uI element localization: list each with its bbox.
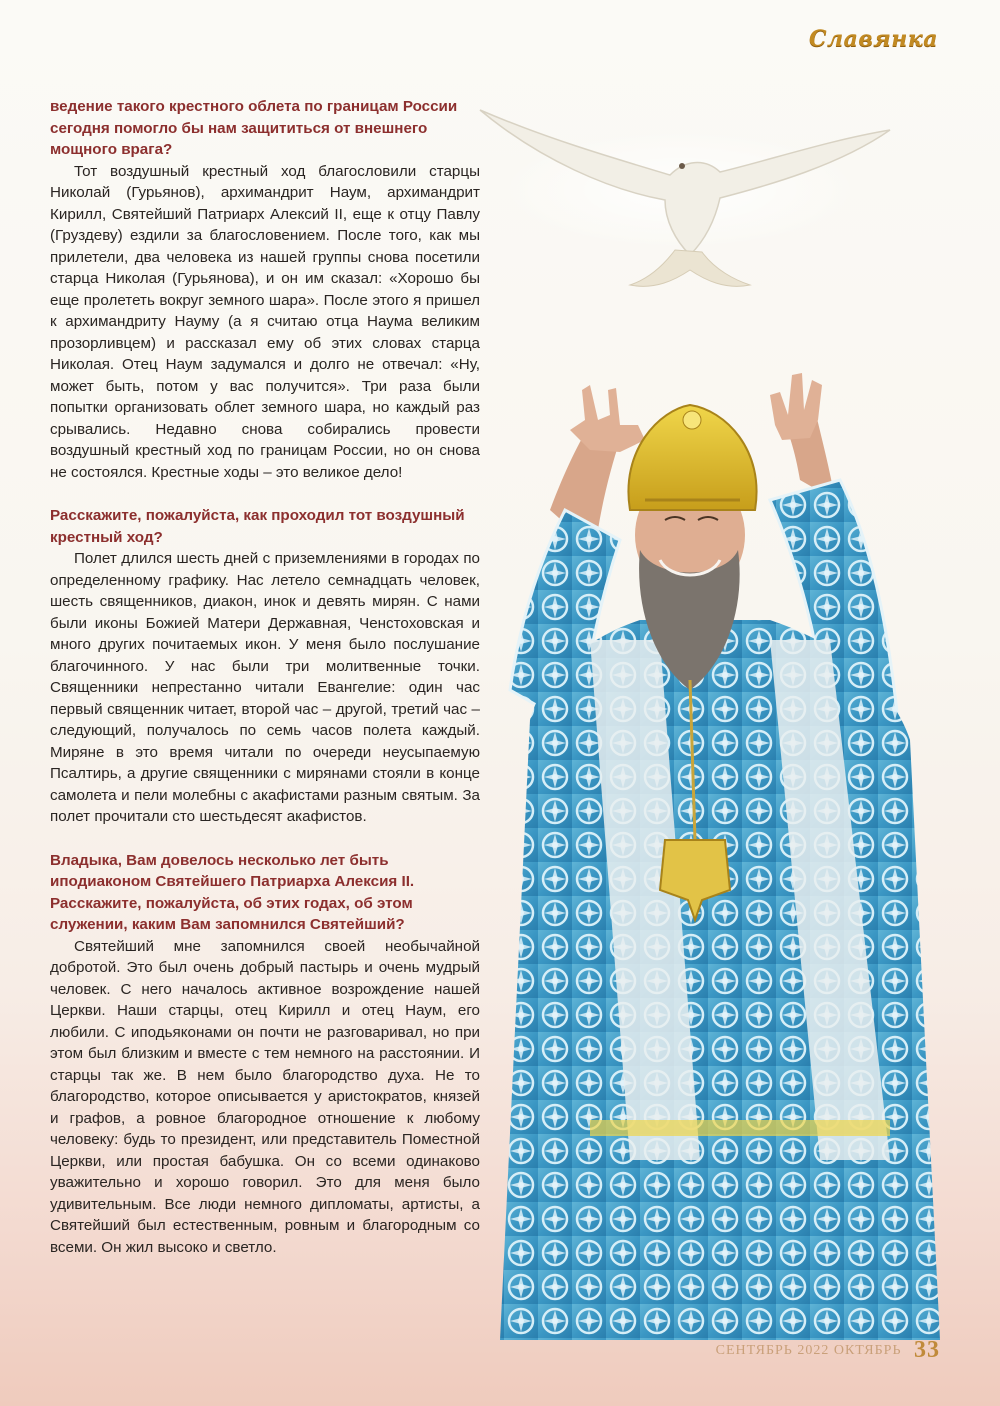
question-1-continuation: ведение такого крестного облета по границам России сегодня помогло бы нам защититься от внешнего мощного врага? xyxy=(50,98,458,158)
magazine-logo: Славянка xyxy=(808,26,938,52)
answer-paragraph-3: Святейший мне запомнился своей необычайной добротой. Это был очень добрый пастырь и очень мудрый человек. С него началось активное возрождение нашей Церкви. Наши старцы, отец Кирилл и отец Наум, его любили. С иподьяконами он почти не разговаривал, но при этом был близким и вместе с тем немного на расстоянии. И старцы так же. В нем было благородство духа. Не то благородство, которое описывается у аристократов, князей и графов, а ровное благородное отношение к любому человеку: будь то президент, или представитель Поместной Церкви, или простая бабушка. Он со всеми одинаково уважительно и хорошо говорил. Это для меня было удивительным. Все люди немного дипломаты, артисты, а Святейший был естественным, ровным и благородным со всеми. Он жил высоко и светло. xyxy=(50,937,480,1256)
page-number: 33 xyxy=(914,1337,940,1363)
question-2: Расскажите, пожалуйста, как проходил тот воздушный крестный ход? xyxy=(50,507,465,546)
photo-bishop-dove xyxy=(470,80,1000,1380)
question-3: Владыка, Вам довелось несколько лет быть иподиаконом Святейшего Патриарха Алексия II. Расскажите, пожалуйста, об этих годах, об этом служении, каким Вам запомнился Святейший? xyxy=(50,851,415,933)
article-text-column xyxy=(50,96,480,1258)
issue-date: СЕНТЯБРЬ 2022 ОКТЯБРЬ xyxy=(715,1343,902,1358)
answer-paragraph-1: Тот воздушный крестный ход благословили старцы Николай (Гурьянов), архимандрит Наум, архимандрит Кирилл, Святейший Патриарх Алексий II, еще к отцу Павлу (Груздеву) ездили за благословением. После того, как мы прилетели, два человека из нашей группы снова посетили старца Николая (Гурьянова), и он им сказал: «Хорошо бы еще пролететь вокруг земного шара». После этого я пришел к архимандриту Науму (а я считаю отца Наума великим прозорливцем) и рассказал ему об этих словах старца Николая. Отец Наум задумался и долго не отвечал: «Ну, может быть, потом у вас получится». Три раза были попытки организовать облет земного шара, но каждый раз срывались. Недавно снова собирались провести воздушный крестный ход по границам России, но он снова не состоялся. Крестные ходы – это великое дело! xyxy=(50,162,480,481)
answer-paragraph-2: Полет длился шесть дней с приземлениями в городах по определенному графику. Нас летело семнадцать человек, шесть священников, диакон, инок и девять мирян. С нами были иконы Божией Матери Державная, Ченстоховская и много других почитаемых икон. У меня было послушание благочинного. У нас были три молитвенные точки. Священники непрестанно читали Евангелие: один час первый священник читает, второй час – другой, третий час – следующий, получалось по семь часов полета каждый. Миряне в это время читали по очереди неусыпаемую Псалтирь, а другие священники с мирянами стояли в конце самолета и пели молебны с акафистами разным святым. За полет прочитали сто шестьдесят акафистов. xyxy=(50,550,480,825)
dove-illustration xyxy=(480,110,890,286)
page-footer xyxy=(716,1337,940,1364)
